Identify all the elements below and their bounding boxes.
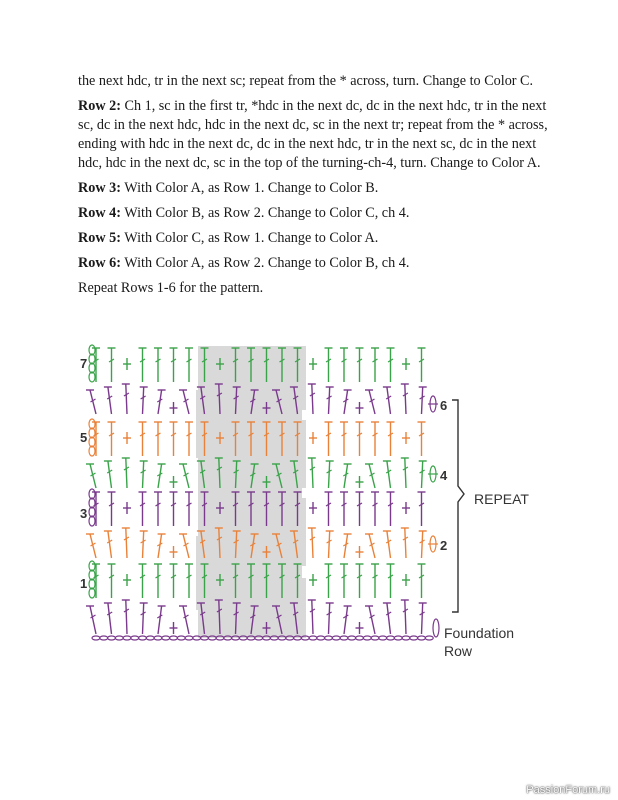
foundation-chain — [348, 636, 356, 640]
stitch-post — [312, 384, 313, 414]
foundation-chain — [379, 636, 387, 640]
foundation-chain — [108, 636, 116, 640]
foundation-chain — [317, 636, 325, 640]
foundation-chain — [170, 636, 178, 640]
stitch-post — [422, 603, 423, 634]
stitch-post — [344, 390, 348, 414]
crochet-stitch-diagram — [76, 338, 556, 668]
foundation-label: Foundation — [444, 625, 515, 641]
foundation-chain — [100, 636, 108, 640]
stitch-diagram-svg — [76, 338, 556, 668]
foundation-chain — [425, 636, 433, 640]
row-label: Row 6: — [78, 255, 121, 271]
stitch-post — [405, 600, 406, 634]
stitch-post — [422, 461, 423, 488]
repeat-bracket — [452, 400, 464, 612]
foundation-chain — [394, 636, 402, 640]
foundation-chain — [309, 636, 317, 640]
instruction-row-5: Row 5: With Color C, as Row 1. Change to Color A. — [78, 230, 379, 246]
instruction-row-2: Row 2: Ch 1, sc in the first tr, *hdc in the next dc, dc in the next hdc, tr in the next sc, dc in the next hdc, hdc in the next dc, sc in the next tr; repeat from the * across, ending with hdc in the next dc, dc in the next hdc, tr in the next sc, dc in the next hdc, hdc in the next dc, sc in the top of the turning-ch-4, turn. Change to Color A. — [78, 98, 548, 171]
stitch-post — [387, 603, 391, 634]
row-number-left: 5 — [80, 430, 88, 445]
stitch-post — [108, 387, 112, 414]
row-number-right: 4 — [440, 468, 448, 483]
foundation-chain — [146, 636, 154, 640]
stitch-post — [344, 534, 348, 558]
foundation-chain — [162, 636, 170, 640]
foundation-chain — [332, 636, 340, 640]
stitch-post — [143, 387, 144, 414]
stitch-post — [329, 387, 330, 414]
stitch-post — [126, 600, 127, 634]
foundation-chain — [139, 636, 147, 640]
stitch-post — [108, 461, 112, 488]
row-label: Row 3: — [78, 180, 121, 196]
stitch-post — [422, 387, 423, 414]
stitch-post — [369, 606, 375, 634]
stitch-post — [143, 531, 144, 558]
stitch-post — [158, 390, 162, 414]
stitch-post — [126, 384, 127, 414]
instruction-row-6: Row 6: With Color A, as Row 2. Change to Color B, ch 4. — [78, 255, 410, 271]
row-number-right: 6 — [440, 398, 448, 413]
stitch-post — [158, 534, 162, 558]
stitch-post — [312, 600, 313, 634]
instruction-repeat: Repeat Rows 1-6 for the pattern. — [78, 280, 264, 296]
foundation-chain — [123, 636, 131, 640]
foundation-chain — [371, 636, 379, 640]
row-number-right: 2 — [440, 538, 448, 553]
stitch-post — [158, 464, 162, 488]
foundation-chain — [154, 636, 162, 640]
row-label: Row 4: — [78, 205, 121, 221]
row-number-left: 1 — [80, 576, 88, 591]
stitch-post — [126, 528, 127, 558]
instruction-row-4: Row 4: With Color B, as Row 2. Change to Color C, ch 4. — [78, 205, 410, 221]
stitch-post — [405, 458, 406, 488]
stitch-post — [312, 528, 313, 558]
foundation-label: Row — [444, 643, 473, 659]
stitch-post — [143, 461, 144, 488]
pattern-instructions — [78, 72, 558, 304]
foundation-chain — [131, 636, 139, 640]
stitch-post — [312, 458, 313, 488]
stitch-post — [405, 384, 406, 414]
stitch-post — [183, 606, 189, 634]
foundation-chain — [325, 636, 333, 640]
stitch-post — [329, 461, 330, 488]
stitch-post — [143, 603, 144, 634]
stitch-post — [387, 387, 391, 414]
stitch-post — [422, 531, 423, 558]
stitch-post — [126, 458, 127, 488]
stitch-post — [108, 531, 112, 558]
stitch-post — [344, 606, 348, 634]
stitch-post — [329, 531, 330, 558]
instruction-paragraph: the next hdc, tr in the next sc; repeat from the * across, turn. Change to Color C. — [78, 73, 534, 89]
foundation-chain — [185, 636, 193, 640]
repeat-label: REPEAT — [474, 491, 529, 507]
foundation-chain — [115, 636, 123, 640]
row-label: Row 5: — [78, 230, 121, 246]
stitch-post — [158, 606, 162, 634]
row-number-left: 7 — [80, 356, 88, 371]
foundation-chain — [387, 636, 395, 640]
stitch-post — [405, 528, 406, 558]
foundation-chain — [410, 636, 418, 640]
stitch-post — [387, 461, 391, 488]
foundation-end-chain — [433, 619, 439, 637]
row-label: Row 2: — [78, 98, 121, 114]
foundation-chain — [363, 636, 371, 640]
instruction-row-3: Row 3: With Color A, as Row 1. Change to Color B. — [78, 180, 379, 196]
stitch-post — [90, 606, 96, 634]
foundation-chain — [340, 636, 348, 640]
stitch-post — [329, 603, 330, 634]
foundation-chain — [402, 636, 410, 640]
stitch-post — [387, 531, 391, 558]
foundation-chain — [92, 636, 100, 640]
row-number-left: 3 — [80, 506, 88, 521]
stitch-post — [344, 464, 348, 488]
foundation-chain — [356, 636, 364, 640]
watermark: PassionForum.ru — [526, 784, 610, 796]
stitch-post — [108, 603, 112, 634]
foundation-chain — [418, 636, 426, 640]
foundation-chain — [177, 636, 185, 640]
